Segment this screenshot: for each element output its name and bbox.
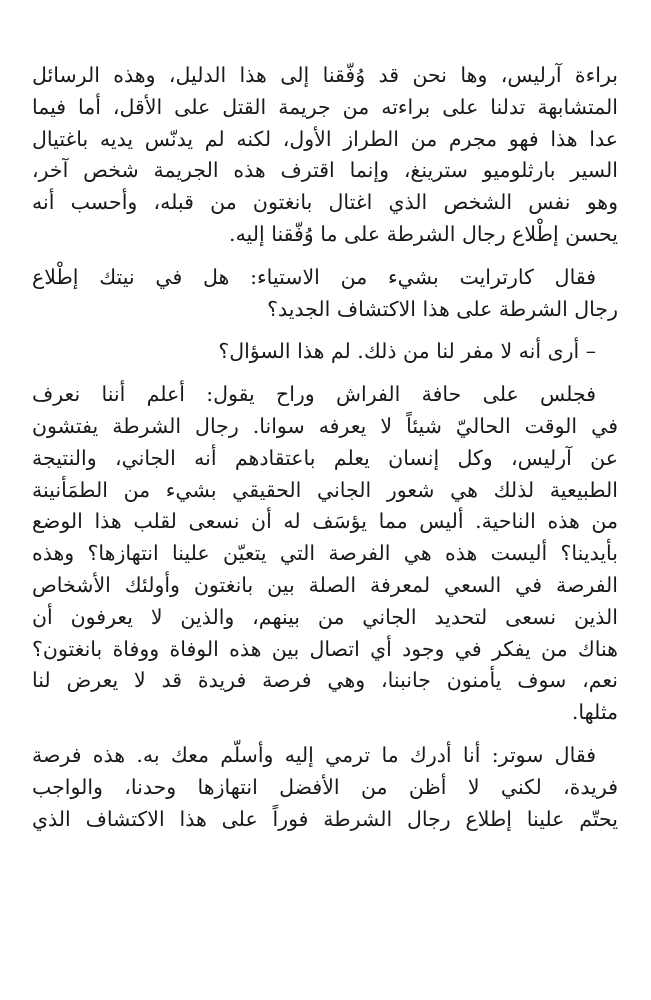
text-line: الفرصة في السعي لمعرفة الصلة بين بانغتون وأولئك الأشخاص: [32, 572, 618, 597]
text-line: فقال كارترايت بشيء من الاستياء: هل في نيتك إطْلاع: [32, 264, 596, 289]
text-line: براءة آرليس، وها نحن قد وُفّقنا إلى هذا الدليل، وهذه الرسائل: [32, 63, 618, 87]
text-line: من هذه الناحية. أليس مما يؤسَف له أن نسعى لقلب هذا الوضع: [32, 509, 618, 534]
text-line: بأيدينا؟ أليست هذه هي الفرصة التي يتعيّن علينا انتهازها؟ وهذه: [32, 541, 618, 566]
text-line: رجال الشرطة على هذا الاكتشاف الجديد؟: [267, 296, 618, 321]
text-line: السير بارثلوميو سترينغ، وإنما اقترف هذه الجريمة شخص آخر،: [32, 158, 618, 183]
paragraph-1: [32, 60, 618, 251]
text-line: هناك من يفكر في وجود أي اتصال بين هذه الوفاة ووفاة بانغتون؟: [32, 636, 618, 661]
text-line: في الوقت الحاليّ شيئاً لا يعرفه سوانا. رجال الشرطة يفتشون: [32, 413, 618, 438]
text-line: يحتّم علينا إطلاع رجال الشرطة فوراً على هذا الاكتشاف الذي: [32, 806, 618, 831]
text-line: المتشابهة تدلنا على براءته من جريمة القتل على الأقل، أما فيما: [32, 94, 618, 119]
text-line: عن آرليس، وكل إنسان يعلم باعتقادهم أنه الجاني، والنتيجة: [32, 445, 618, 470]
text-line: يحسن إطْلاع رجال الشرطة على ما وُفّقنا إليه.: [229, 221, 618, 246]
book-page: [32, 60, 618, 846]
paragraph-5: [32, 740, 618, 835]
text-line: فقال سوتر: أنا أدرك ما ترمي إليه وأسلّم معك به. هذه فرصة: [32, 742, 596, 767]
paragraph-2: [32, 262, 618, 326]
text-line: الطبيعية لذلك هي شعور الجاني الحقيقي بشيء من الطمَأنينة: [32, 477, 618, 502]
text-line: فريدة، لكني لا أظن من الأفضل انتهازها وحدنا، والواجب: [32, 774, 618, 799]
text-line: عدا هذا فهو مجرم من الطراز الأول، لكنه لم يدنّس يديه باغتيال: [32, 126, 618, 151]
paragraph-3: [32, 336, 618, 368]
paragraph-4: [32, 379, 618, 729]
text-line: – أرى أنه لا مفر لنا من ذلك. لم هذا السؤال؟: [218, 339, 596, 364]
text-line: وهو نفس الشخص الذي اغتال بانغتون من قبله، وأحسب أنه: [32, 190, 618, 215]
text-line: نعم، سوف يأمنون جانبنا، وهي فرصة فريدة قد لا يعرض لنا: [32, 668, 618, 693]
text-line: فجلس على حافة الفراش وراح يقول: أعلم أننا نعرف: [32, 382, 596, 407]
text-line: الذين نسعى لتحديد الجاني من بينهم، والذين لا يعرفون أن: [32, 604, 618, 629]
text-line: مثلها.: [571, 700, 618, 725]
